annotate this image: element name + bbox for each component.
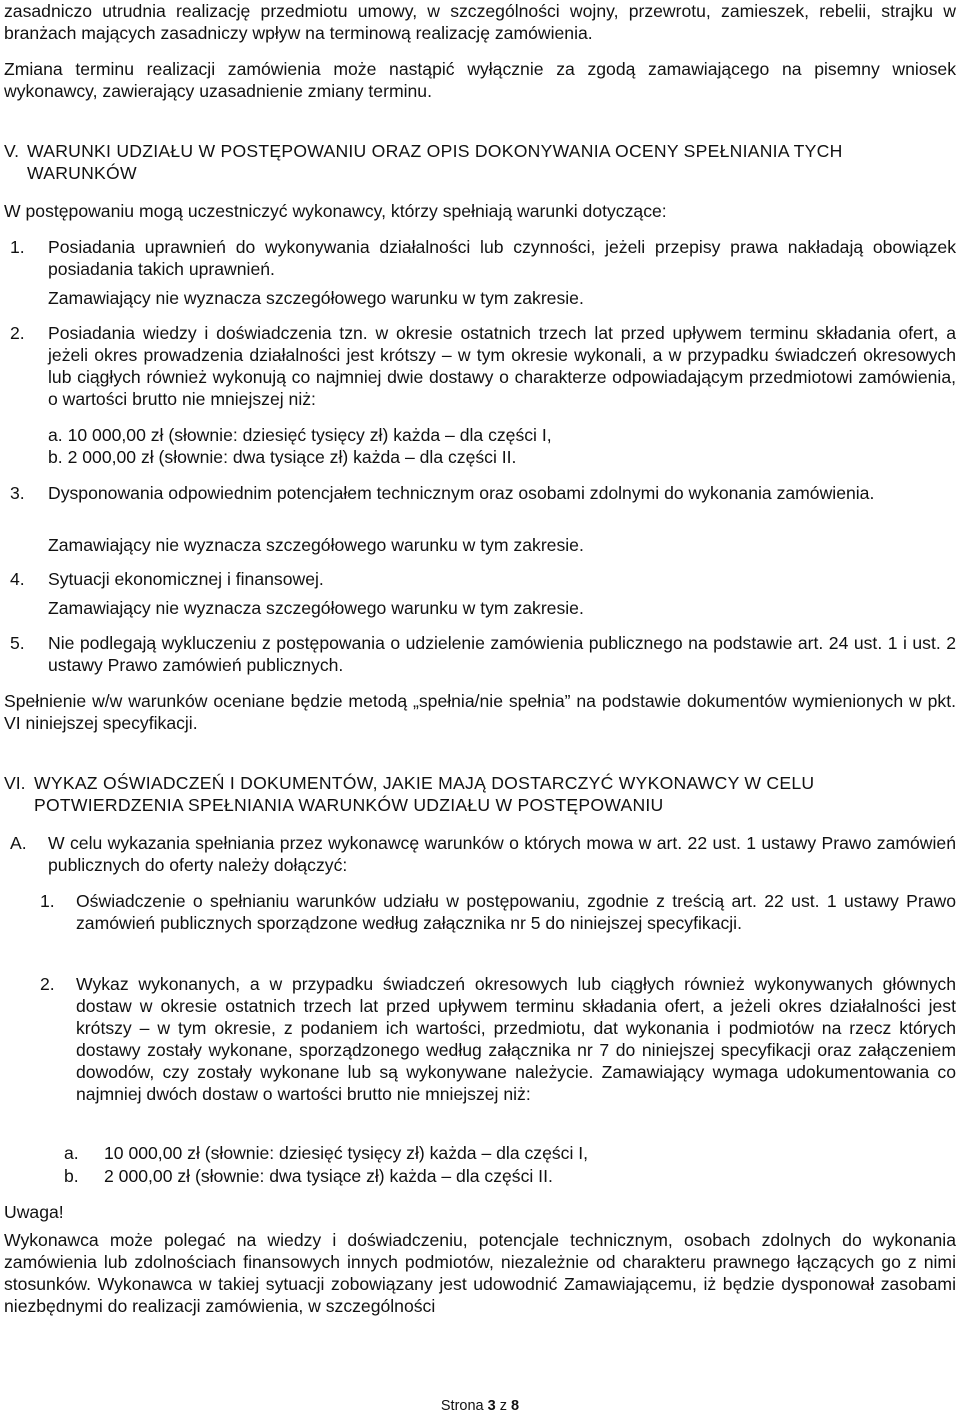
part-a-text: W celu wykazania spełniania przez wykonawcę warunków o których mowa w art. 22 ust. 1 ustawy Prawo zamówień publicznych do oferty należy dołączyć: [48,833,956,875]
section-vi-number: VI. [4,773,26,793]
list-item-2-sub-a-letter: a. [48,425,63,445]
page-total: 8 [511,1398,520,1414]
list-item-1-number: 1. [10,237,25,257]
part-a-item-2-number: 2. [40,974,55,994]
list-item-3-text: Dysponowania odpowiednim potencjałem technicznym oraz osobami zdolnymi do wykonania zamówienia. [48,483,875,503]
page-separator: z [499,1398,507,1414]
list-item-2-sub-b-text: 2 000,00 zł (słownie: dwa tysiące zł) każda – dla części II. [67,447,517,467]
list-item-5-text: Nie podlegają wykluczeniu z postępowania o udzielenie zamówienia publicznego na podstawie art. 24 ust. 1 i ust. 2 ustawy Prawo zamówień publicznych. [48,633,956,675]
list-item-2 [4,322,956,410]
list-item-4 [4,568,956,590]
section-vi-title: WYKAZ OŚWIADCZEŃ I DOKUMENTÓW, JAKIE MAJĄ DOSTARCZYĆ WYKONAWCY W CELU POTWIERDZENIA SPEŁNIANIA WARUNKÓW UDZIAŁU W POSTĘPOWANIU [34,773,815,815]
part-a-item-2-sub-b [64,1165,956,1187]
list-item-2-number: 2. [10,323,25,343]
list-item-4-text: Sytuacji ekonomicznej i finansowej. [48,569,324,589]
part-a-item-1-number: 1. [40,891,55,911]
part-a-item-2-sub-a [64,1142,956,1164]
warning-label: Uwaga! [4,1202,64,1222]
section-v-heading [4,140,956,184]
list-item-2-sub-b-letter: b. [48,447,63,467]
part-a-letter: A. [10,833,27,853]
part-a-item-1 [40,890,956,934]
list-item-1-note: Zamawiający nie wyznacza szczegółowego warunku w tym zakresie. [48,288,584,308]
page-label: Strona [440,1398,484,1414]
page-current: 3 [487,1398,496,1414]
section-v-title: WARUNKI UDZIAŁU W POSTĘPOWANIU ORAZ OPIS DOKONYWANIA OCENY SPEŁNIANIA TYCH WARUNKÓW [27,141,843,183]
list-item-2-sub-b [48,446,956,468]
list-item-2-sub-a-text: 10 000,00 zł (słownie: dziesięć tysięcy zł) każda – dla części I, [67,425,552,445]
section-v-closing: Spełnienie w/w warunków oceniane będzie metodą „spełnia/nie spełnia” na podstawie dokumentów wymienionych w pkt. VI niniejszej specyfikacji. [4,691,956,733]
list-item-3-note: Zamawiający nie wyznacza szczegółowego warunku w tym zakresie. [48,535,584,555]
page-footer [0,1397,960,1415]
list-item-2-text: Posiadania wiedzy i doświadczenia tzn. w okresie ostatnich trzech lat przed upływem terminu składania ofert, a jeżeli okres prowadzenia działalności jest krótszy – w tym okresie wykonali, a w przypadku świadczeń okresowych lub ciągłych również wykonują co najmniej dwie dostawy o charakterze odpowiadającym przedmiotowi zamówienia, o wartości brutto nie mniejszej niż: [48,323,956,409]
part-a-item-2-sub-b-text: 2 000,00 zł (słownie: dwa tysiące zł) każda – dla części II. [104,1166,553,1186]
part-a-item-1-text: Oświadczenie o spełnianiu warunków udziału w postępowaniu, zgodnie z treścią art. 22 ust. 1 ustawy Prawo zamówień publicznych sporządzone według załącznika nr 5 do niniejszej specyfikacji. [76,891,956,933]
part-a-item-2-sub-a-text: 10 000,00 zł (słownie: dziesięć tysięcy zł) każda – dla części I, [104,1143,589,1163]
section-v-lead: W postępowaniu mogą uczestniczyć wykonawcy, którzy spełniają warunki dotyczące: [4,201,667,221]
part-a-item-2 [40,973,956,1105]
section-v-number: V. [4,141,20,161]
list-item-5-number: 5. [10,633,25,653]
part-a-item-2-sub-a-letter: a. [64,1143,79,1163]
list-item-4-note: Zamawiający nie wyznacza szczegółowego warunku w tym zakresie. [48,598,584,618]
intro-paragraph-2: Zmiana terminu realizacji zamówienia może nastąpić wyłącznie za zgodą zamawiającego na pisemny wniosek wykonawcy, zawierający uzasadnienie zmiany terminu. [4,59,956,101]
part-a-item-2-sub-b-letter: b. [64,1166,79,1186]
section-vi-heading [4,772,956,816]
list-item-5 [4,632,956,676]
list-item-3 [4,482,956,504]
list-item-3-number: 3. [10,483,25,503]
warning-text: Wykonawca może polegać na wiedzy i doświadczeniu, potencjale technicznym, osobach zdolnych do wykonania zamówienia lub zdolnościach finansowych innych podmiotów, niezależnie od charakteru prawnego łączących go z nimi stosunków. Wykonawca w takiej sytuacji zobowiązany jest udowodnić Zamawiającemu, iż będzie dysponował zasobami niezbędnymi do realizacji zamówienia, w szczególności [4,1230,956,1316]
part-a [10,832,956,876]
intro-paragraph-1: zasadniczo utrudnia realizację przedmiotu umowy, w szczególności wojny, przewrotu, zamieszek, rebelii, strajku w branżach mających zasadniczy wpływ na terminową realizację zamówienia. [4,1,956,43]
list-item-4-number: 4. [10,569,25,589]
part-a-item-2-text: Wykaz wykonanych, a w przypadku świadczeń okresowych lub ciągłych również wykonywanych głównych dostaw w okresie ostatnich trzech lat przed upływem terminu składania ofert, a jeżeli okres działalności jest krótszy – w tym okresie, z podaniem ich wartości, przedmiotu, dat wykonania i podmiotów na rzecz których dostawy zostały wykonane, sporządzonego według załącznika nr 7 do niniejszej specyfikacji oraz załączeniem dowodów, czy zostały wykonane lub są wykonywane należycie. Zamawiający wymaga udokumentowania co najmniej dwóch dostaw o wartości brutto nie mniejszej niż: [76,974,956,1104]
list-item-1-text: Posiadania uprawnień do wykonywania działalności lub czynności, jeżeli przepisy prawa nakładają obowiązek posiadania takich uprawnień. [48,237,956,279]
list-item-1 [4,236,956,280]
list-item-2-sub-a [48,424,956,446]
